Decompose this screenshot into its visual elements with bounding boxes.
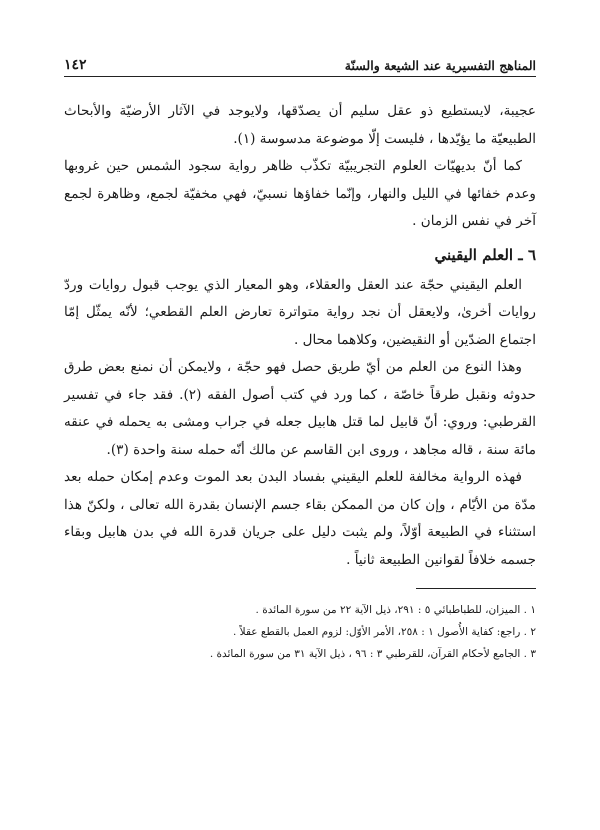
paragraph: كما أنّ بديهيّات العلوم التجريبيّة تكذّب ظاهر رواية سجود الشمس حين غروبها وعدم خفائها في الليل والنهار، وإنّما خفاؤها نسبيّ، فهي مخفيّة لجمع، وظاهرة لجمع آخر في نفس الزمان . bbox=[64, 158, 536, 229]
footnote: ١ . الميزان، للطباطبائي ٥ : ٢٩١، ذيل الآية ٢٢ من سورة المائدة . bbox=[255, 604, 536, 616]
page-number: ١٤٢ bbox=[64, 57, 87, 73]
document-page bbox=[64, 52, 536, 665]
paragraph: وهذا النوع من العلم من أيّ طريق حصل فهو حجّة ، ولايمكن أن نمنع بعض طرق حدوثه ونقبل طرقاً خاصّة ، كما ورد في كتب أصول الفقه (٢). فقد جاء في تفسير القرطبي: وروي: أنّ قابيل لما قتل هابيل جعله في جراب ومشى به يحمله في عنقه مائة سنة ، قاله مجاهد ، وروى ابن القاسم عن مالك أنّه حمله سنة واحدة (٣). bbox=[64, 359, 536, 458]
body-text bbox=[64, 98, 536, 574]
paragraph: فهذه الرواية مخالفة للعلم اليقيني بفساد البدن بعد الموت وعدم إمكان حمله بعد مدّة من الأيّام ، وإن كان من الممكن بقاء جسم الإنسان بقدرة الله تعالى ، ولكنّ هذا استثناء في الطبيعة أوّلاً، ولم يثبت دليل على جريان قدرة الله في بدن هابيل وبقاء جسمه خلافاً لقوانين الطبيعة ثانياً . bbox=[64, 469, 536, 568]
paragraph: عجيبة، لايستطيع ذو عقل سليم أن يصدّقها، ولايوجد في الآثار الأرضيّة والأبحاث الطبيعيّة ما يؤيّدها ، فليست إلّا موضوعة مدسوسة (١). bbox=[64, 103, 536, 147]
running-title: المناهج التفسيرية عند الشيعة والسنّة bbox=[344, 58, 536, 73]
paragraph: العلم اليقيني حجّة عند العقل والعقلاء، وهو المعيار الذي يوجب قبول روايات وردّ روايات أخرىٰ، ولايعقل أن نجد رواية متواترة تعارض العلم القطعي؛ لأنّه يمثّل إمّا اجتماع الضدّين أو النقيضين، وكلاهما محال . bbox=[64, 276, 536, 348]
footnotes bbox=[64, 599, 536, 665]
page-header bbox=[64, 52, 536, 77]
footnote-divider bbox=[416, 588, 536, 589]
section-heading: ٦ ـ العلم اليقيني bbox=[434, 245, 536, 264]
footnote: ٣ . الجامع لأحكام القرآن، للقرطبي ٣ : ٩٦ ، ذيل الآية ٣١ من سورة المائدة . bbox=[209, 648, 536, 660]
footnote: ٢ . راجع: كفاية الأُصول ١ : ٢٥٨، الأمر الأوّل: لزوم العمل بالقطع عقلاً . bbox=[233, 626, 536, 638]
